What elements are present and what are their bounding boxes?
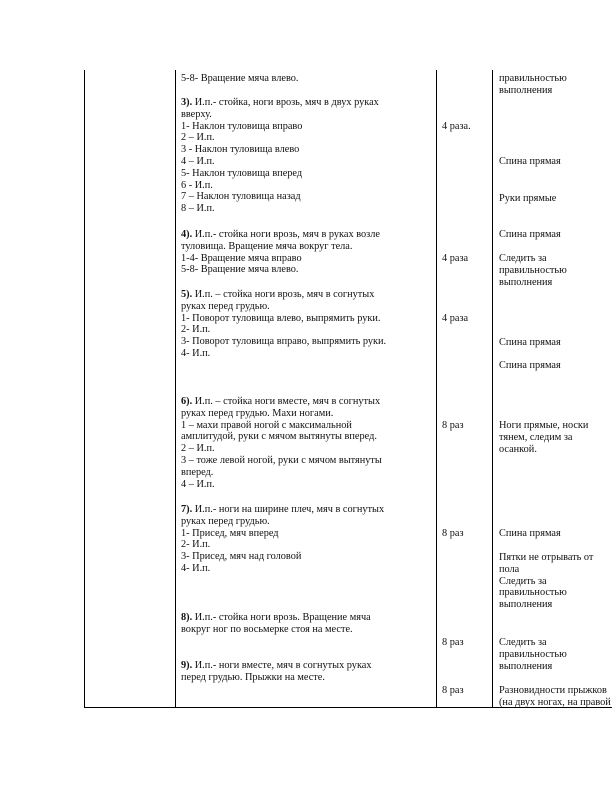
count-exercise-8: 8 раз bbox=[442, 637, 464, 648]
exercise-6-line: 2 – И.п. bbox=[181, 443, 215, 455]
note-straight-arms: Руки прямые bbox=[499, 193, 557, 204]
exercise-3-line: 5- Наклон туловища вперед bbox=[181, 167, 303, 179]
exercise-5-line: 2- И.п. bbox=[181, 324, 211, 336]
exercise-9-line: перед грудью. Прыжки на месте. bbox=[181, 671, 325, 683]
exercise-3-line: 4 – И.п. bbox=[181, 155, 215, 167]
column-divider-1 bbox=[175, 70, 176, 708]
exercise-7-number: 7). bbox=[181, 504, 193, 515]
exercise-3-number: 3). bbox=[181, 97, 193, 108]
exercise-8-line: И.п.- стойка ноги врозь. Вращение мяча bbox=[192, 612, 371, 623]
note-straight-back: Спина прямая bbox=[499, 229, 561, 240]
exercise-7-line: И.п.- ноги на ширине плеч, мяч в согнутых bbox=[192, 504, 385, 515]
exercise-5-line: 3- Поворот туловища вправо, выпрямить руки. bbox=[181, 336, 387, 348]
note-straight-back: Спина прямая bbox=[499, 156, 561, 167]
note-correctness: правильностью выполнения bbox=[499, 73, 567, 96]
exercise-5-number: 5). bbox=[181, 289, 193, 300]
count-exercise-9: 8 раз bbox=[442, 685, 464, 696]
note-straight-back: Спина прямая bbox=[499, 337, 561, 348]
exercise-5-line: И.п. – стойка ноги врозь, мяч в согнутых bbox=[192, 289, 375, 300]
exercise-8-number: 8). bbox=[181, 612, 193, 623]
exercise-3-line: 1- Наклон туловища вправо bbox=[181, 120, 303, 132]
note-straight-back: Спина прямая bbox=[499, 360, 561, 371]
note-correctness: Следить за правильностью выполнения bbox=[499, 637, 567, 672]
exercise-4-line: 1-4- Вращение мяча вправо bbox=[181, 252, 302, 264]
count-exercise-6: 8 раз bbox=[442, 420, 464, 431]
note-straight-back: Спина прямая bbox=[499, 528, 561, 539]
exercise-9-number: 9). bbox=[181, 660, 193, 671]
exercise-9 bbox=[181, 660, 433, 684]
exercise-6-line: 4 – И.п. bbox=[181, 478, 215, 490]
exercise-4-line: туловища. Вращение мяча вокруг тела. bbox=[181, 240, 353, 252]
exercise-7-line: 3- Присед, мяч над головой bbox=[181, 551, 302, 563]
count-exercise-3: 4 раза. bbox=[442, 121, 471, 132]
exercise-7-line: 1- Присед, мяч вперед bbox=[181, 527, 279, 539]
exercise-5-line: 4- И.п. bbox=[181, 347, 211, 359]
exercise-8-line: вокруг ног по восьмерке стоя на месте. bbox=[181, 623, 353, 635]
count-exercise-5: 4 раза bbox=[442, 313, 469, 324]
exercise-8 bbox=[181, 612, 433, 636]
exercise-3-line: 6 - И.п. bbox=[181, 179, 213, 191]
note-heels-correctness: Пятки не отрывать от пола Следить за правильностью выполнения bbox=[499, 552, 594, 611]
exercise-6-line: И.п. – стойка ноги вместе, мяч в согнутых bbox=[192, 396, 381, 407]
exercise-6-line: руках перед грудью. Махи ногами. bbox=[181, 407, 334, 419]
exercise-6-line: амплитудой, руки с мячом вытянуты вперед. bbox=[181, 431, 377, 443]
exercise-3-line: И.п.- стойка, ноги врозь, мяч в двух руках bbox=[192, 97, 379, 108]
exercise-4-number: 4). bbox=[181, 229, 193, 240]
exercise-6-line: вперед. bbox=[181, 466, 214, 478]
note-correctness: Следить за правильностью выполнения bbox=[499, 253, 567, 288]
exercise-3-line: 3 - Наклон туловища влево bbox=[181, 144, 300, 156]
exercise-5-line: 1- Поворот туловища влево, выпрямить руки. bbox=[181, 312, 381, 324]
note-legs-posture: Ноги прямые, носки тянем, следим за осанкой. bbox=[499, 420, 589, 455]
note-jump-variations: Разновидности прыжков (на двух ногах, на правой bbox=[499, 685, 611, 708]
exercise-6-line: 1 – махи правой ногой с максимальной bbox=[181, 419, 352, 431]
exercise-4 bbox=[181, 229, 433, 276]
exercise-7-line: руках перед грудью. bbox=[181, 515, 270, 527]
exercise-3-line: 7 – Наклон туловища назад bbox=[181, 191, 301, 203]
count-exercise-7: 8 раз bbox=[442, 528, 464, 539]
exercise-5 bbox=[181, 289, 433, 360]
column-divider-3 bbox=[492, 70, 493, 708]
column-divider-2 bbox=[436, 70, 437, 708]
count-exercise-4: 4 раза bbox=[442, 253, 469, 264]
exercise-9-line: И.п.- ноги вместе, мяч в согнутых руках bbox=[192, 660, 372, 671]
exercise-4-line: И.п.- стойка ноги врозь, мяч в руках возле bbox=[192, 229, 380, 240]
exercise-5-line: руках перед грудью. bbox=[181, 300, 270, 312]
exercise-3-line: 8 – И.п. bbox=[181, 203, 215, 215]
exercise-7-line: 2- И.п. bbox=[181, 539, 211, 551]
table-left-border bbox=[84, 70, 85, 708]
exercise-6 bbox=[181, 396, 433, 490]
exercise-6-number: 6). bbox=[181, 396, 193, 407]
exercise-7 bbox=[181, 504, 433, 575]
exercise-2-tail: 5-8- Вращение мяча влево. bbox=[181, 73, 299, 84]
exercise-7-line: 4- И.п. bbox=[181, 562, 211, 574]
exercise-6-line: 3 – тоже левой ногой, руки с мячом вытянуты bbox=[181, 454, 382, 466]
exercise-3 bbox=[181, 97, 433, 215]
exercise-4-line: 5-8- Вращение мяча влево. bbox=[181, 264, 299, 276]
exercise-3-line: вверху. bbox=[181, 108, 212, 120]
exercise-3-line: 2 – И.п. bbox=[181, 132, 215, 144]
